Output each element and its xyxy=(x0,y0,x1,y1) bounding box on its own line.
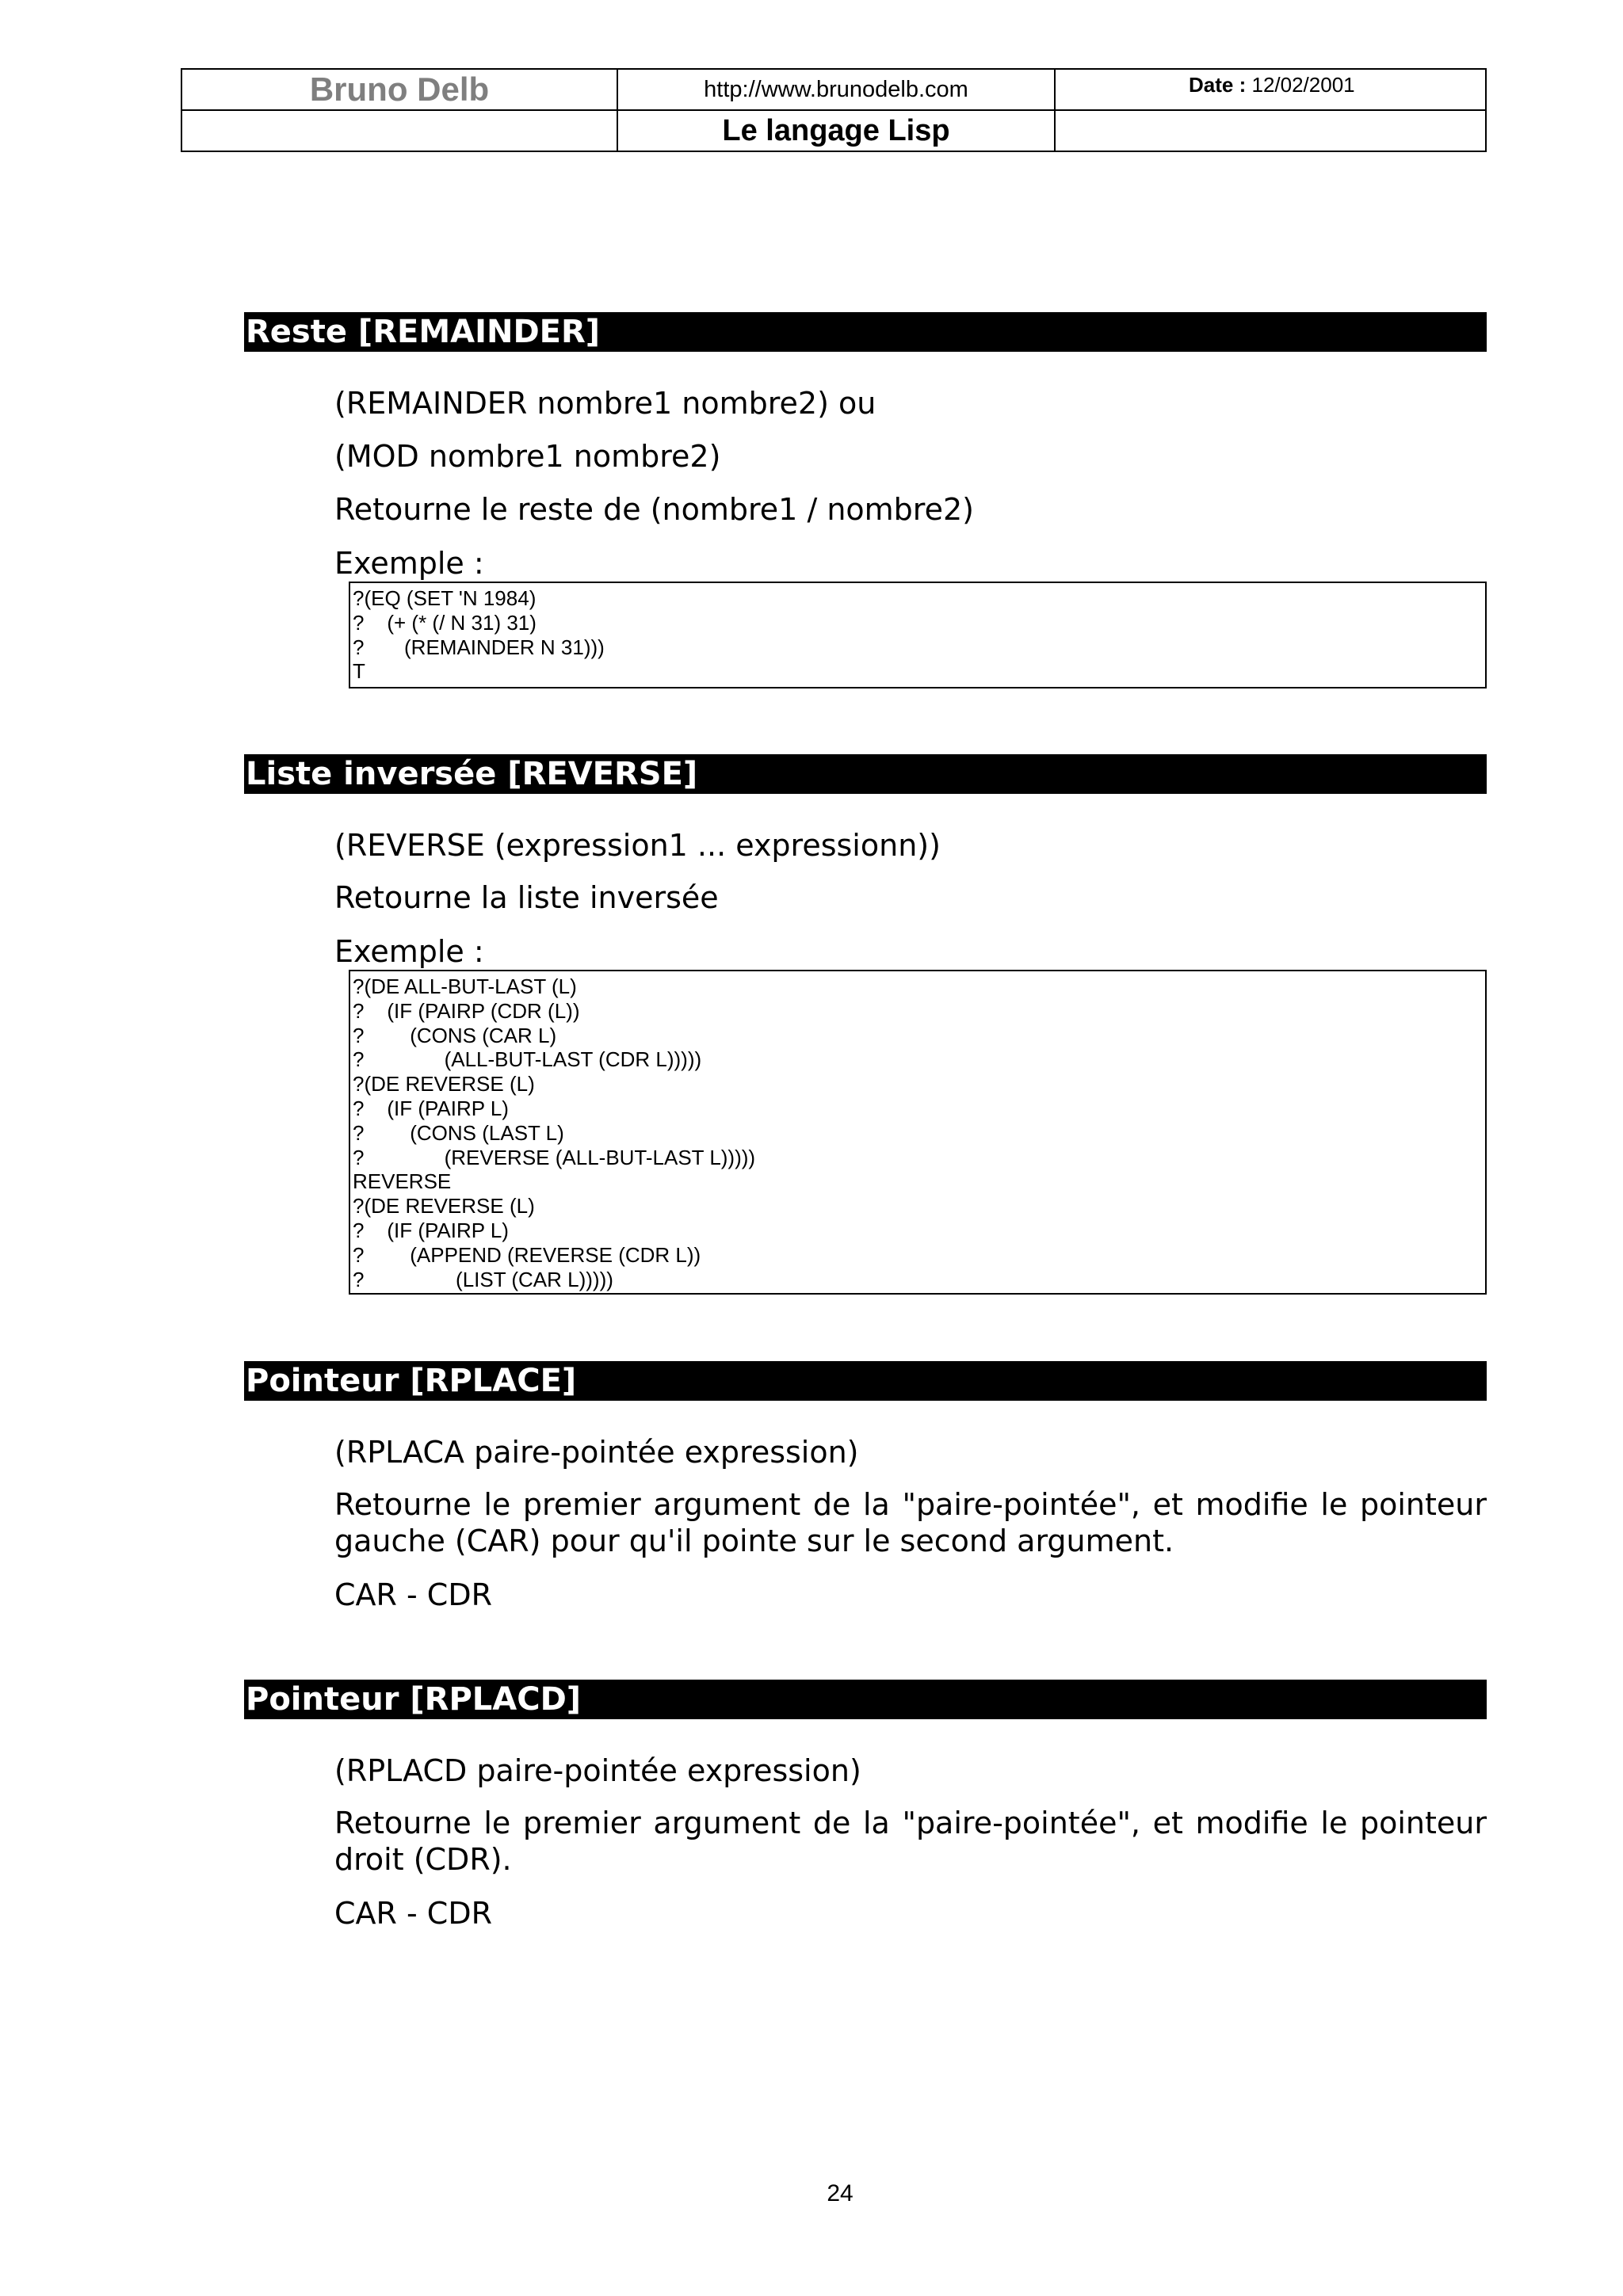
section-heading-text: Reste [REMAINDER] xyxy=(244,312,603,352)
document-date xyxy=(1055,69,1486,110)
code-line: ? (REVERSE (ALL-BUT-LAST L))))) xyxy=(353,1145,756,1169)
website-url: http://www.brunodelb.com xyxy=(617,69,1055,110)
code-line: ? (CONS (CAR L) xyxy=(353,1023,557,1047)
syntax-line: (MOD nombre1 nombre2) xyxy=(334,439,721,474)
date-value: 12/02/2001 xyxy=(1251,73,1355,97)
description-text: Retourne la liste inversée xyxy=(334,880,719,915)
syntax-line: (REMAINDER nombre1 nombre2) ou xyxy=(334,386,876,421)
header-empty-left xyxy=(181,110,617,151)
author-name: Bruno Delb xyxy=(181,69,617,110)
code-example-box xyxy=(349,970,1487,1295)
section-heading-text: Pointeur [RPLACE] xyxy=(244,1361,579,1401)
section-heading-rplacd xyxy=(244,1680,1487,1719)
page-header-table xyxy=(181,68,1487,152)
section-heading-rplace xyxy=(244,1361,1487,1401)
syntax-line: (RPLACA paire-pointée expression) xyxy=(334,1435,859,1470)
page-number: 24 xyxy=(827,2180,854,2206)
code-line: ?(DE REVERSE (L) xyxy=(353,1194,535,1219)
section-heading-reverse xyxy=(244,754,1487,794)
description-text: Retourne le premier argument de la "paire-pointée", et modifie le pointeur gauche (CAR) pour qu'il pointe sur le second argument. xyxy=(334,1487,1487,1558)
code-line: ? (ALL-BUT-LAST (CDR L))))) xyxy=(353,1047,702,1072)
code-line: ?(DE ALL-BUT-LAST (L) xyxy=(353,974,577,998)
description-text: Retourne le premier argument de la "paire-pointée", et modifie le pointeur droit (CDR). xyxy=(334,1806,1487,1877)
header-empty-right xyxy=(1055,110,1486,151)
code-line: ? (IF (PAIRP L) xyxy=(353,1096,509,1120)
code-example-box xyxy=(349,582,1487,688)
code-line: ?(EQ (SET 'N 1984) xyxy=(353,586,537,610)
document-title: Le langage Lisp xyxy=(617,110,1055,151)
code-line: ? (APPEND (REVERSE (CDR L)) xyxy=(353,1242,701,1267)
code-line: ? (LIST (CAR L))))) xyxy=(353,1267,613,1291)
description-text: Retourne le reste de (nombre1 / nombre2) xyxy=(334,492,974,527)
date-label: Date : xyxy=(1189,73,1247,97)
see-also-text: CAR - CDR xyxy=(334,1577,492,1612)
code-line: T xyxy=(353,659,365,684)
example-label: Exemple : xyxy=(334,546,484,581)
section-heading-text: Liste inversée [REVERSE] xyxy=(244,754,701,794)
code-line: ? (CONS (LAST L) xyxy=(353,1120,564,1145)
code-line: ? (REMAINDER N 31))) xyxy=(353,635,605,659)
code-line: ? (+ (* (/ N 31) 31) xyxy=(353,610,537,635)
see-also-text: CAR - CDR xyxy=(334,1896,492,1931)
section-heading-text: Pointeur [RPLACD] xyxy=(244,1680,584,1719)
section-heading-remainder xyxy=(244,312,1487,352)
syntax-line: (REVERSE (expression1 ... expressionn)) xyxy=(334,828,941,863)
syntax-line: (RPLACD paire-pointée expression) xyxy=(334,1753,861,1788)
example-label: Exemple : xyxy=(334,934,484,969)
code-line: ? (IF (PAIRP (CDR (L)) xyxy=(353,998,580,1023)
code-line: ?(DE REVERSE (L) xyxy=(353,1072,535,1097)
code-line: ? (IF (PAIRP L) xyxy=(353,1218,509,1242)
code-line: REVERSE xyxy=(353,1169,452,1194)
